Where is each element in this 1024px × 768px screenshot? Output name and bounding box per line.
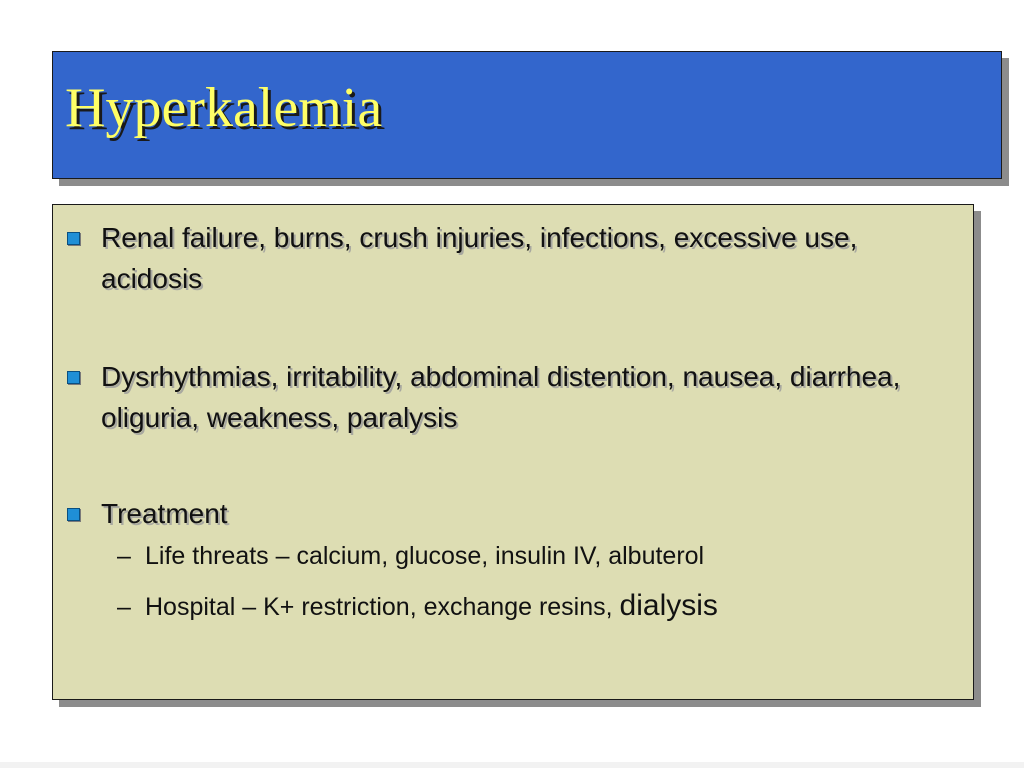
emphasis-text: dialysis xyxy=(619,589,718,622)
title-box xyxy=(52,51,1002,179)
dash-marker: – xyxy=(117,593,131,621)
slide-title: Hyperkalemia xyxy=(65,77,383,139)
square-bullet-icon xyxy=(67,232,80,245)
footer-strip xyxy=(0,762,1024,768)
sub-bullet-text: Life threats – calcium, glucose, insulin IV, albuterol xyxy=(145,542,705,570)
content-box xyxy=(52,204,974,700)
square-bullet-icon xyxy=(67,371,80,384)
sub-bullet-life-threats xyxy=(117,534,947,578)
sub-bullet-list xyxy=(67,534,947,635)
bullet-item-causes xyxy=(67,217,947,299)
sub-bullet-text: Hospital – K+ restriction, exchange resins, xyxy=(145,593,620,621)
bullet-text: Treatment xyxy=(101,498,228,529)
bullet-item-treatment xyxy=(67,493,947,635)
bullet-text: Dysrhythmias, irritability, abdominal distention, nausea, diarrhea, oliguria, weakness, paralysis xyxy=(101,361,901,433)
dash-marker: – xyxy=(117,542,131,570)
square-bullet-icon xyxy=(67,508,80,521)
sub-bullet-hospital xyxy=(117,578,947,635)
bullet-text: Renal failure, burns, crush injuries, infections, excessive use, acidosis xyxy=(101,222,858,294)
bullet-item-symptoms xyxy=(67,356,947,438)
